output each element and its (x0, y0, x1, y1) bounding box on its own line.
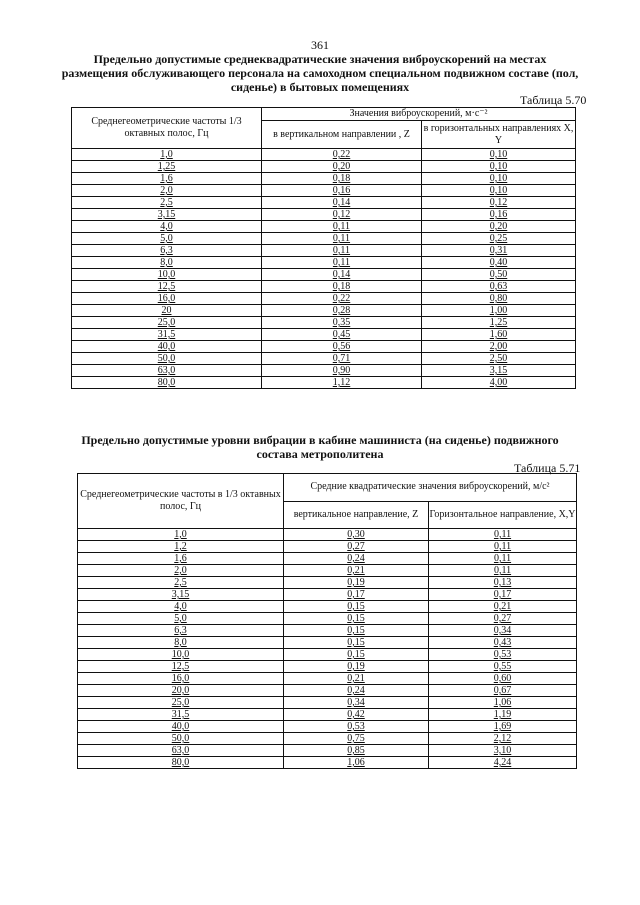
vertical-cell: 0,19 (284, 577, 429, 589)
table2-header-frequency: Среднегеометрические частоты в 1/3 октавных полос, Гц (78, 474, 284, 529)
vertical-cell: 0,14 (262, 197, 422, 209)
table2-title: Предельно допустимые уровни вибрации в кабине машиниста (на сиденье) подвижного состава метрополитена (81, 433, 559, 461)
horizontal-cell: 0,21 (429, 601, 577, 613)
vertical-cell: 0,35 (262, 317, 422, 329)
frequency-cell: 63,0 (72, 365, 262, 377)
frequency-cell: 12,5 (72, 281, 262, 293)
table-row (72, 281, 576, 293)
table-row (78, 613, 577, 625)
table1-caption: Таблица 5.70 (520, 93, 587, 107)
table-row (72, 341, 576, 353)
table2 (77, 473, 577, 769)
table-row (78, 697, 577, 709)
vertical-cell: 0,20 (262, 161, 422, 173)
horizontal-cell: 0,10 (422, 185, 576, 197)
horizontal-cell: 1,00 (422, 305, 576, 317)
horizontal-cell: 1,60 (422, 329, 576, 341)
frequency-cell: 80,0 (78, 757, 284, 769)
frequency-cell: 20 (72, 305, 262, 317)
table-row (72, 377, 576, 389)
vertical-cell: 0,16 (262, 185, 422, 197)
table-row (72, 353, 576, 365)
vertical-cell: 0,17 (284, 589, 429, 601)
vertical-cell: 0,15 (284, 637, 429, 649)
horizontal-cell: 0,34 (429, 625, 577, 637)
frequency-cell: 1,25 (72, 161, 262, 173)
horizontal-cell: 4,00 (422, 377, 576, 389)
horizontal-cell: 0,11 (429, 565, 577, 577)
table2-caption: Таблица 5.71 (514, 461, 581, 475)
table1 (71, 107, 576, 389)
vertical-cell: 1,06 (284, 757, 429, 769)
horizontal-cell: 0,63 (422, 281, 576, 293)
vertical-cell: 0,15 (284, 649, 429, 661)
frequency-cell: 2,5 (78, 577, 284, 589)
table1-title: Предельно допустимые среднеквадратические значения виброускорений на местах размещения обслуживающего персонала на самоходном специальном подвижном составе (пол, сиденье) в бытовых помещениях (61, 52, 579, 94)
table-row (78, 733, 577, 745)
vertical-cell: 0,18 (262, 281, 422, 293)
horizontal-cell: 1,19 (429, 709, 577, 721)
frequency-cell: 8,0 (72, 257, 262, 269)
vertical-cell: 0,15 (284, 601, 429, 613)
frequency-cell: 4,0 (78, 601, 284, 613)
vertical-cell: 0,11 (262, 257, 422, 269)
table-row (78, 637, 577, 649)
horizontal-cell: 0,27 (429, 613, 577, 625)
frequency-cell: 31,5 (72, 329, 262, 341)
table2-header-vertical: вертикальное направление, Z (284, 501, 429, 529)
table-row (72, 221, 576, 233)
horizontal-cell: 0,11 (429, 553, 577, 565)
horizontal-cell: 0,16 (422, 209, 576, 221)
table-row (78, 745, 577, 757)
table-row (78, 601, 577, 613)
horizontal-cell: 0,31 (422, 245, 576, 257)
frequency-cell: 1,6 (72, 173, 262, 185)
frequency-cell: 25,0 (78, 697, 284, 709)
vertical-cell: 0,11 (262, 245, 422, 257)
vertical-cell: 0,15 (284, 625, 429, 637)
vertical-cell: 0,24 (284, 685, 429, 697)
vertical-cell: 0,21 (284, 565, 429, 577)
frequency-cell: 3,15 (72, 209, 262, 221)
table2-header-values: Средние квадратические значения виброускорений, м/с² (284, 474, 577, 502)
horizontal-cell: 0,80 (422, 293, 576, 305)
table-row (78, 553, 577, 565)
vertical-cell: 0,71 (262, 353, 422, 365)
frequency-cell: 20,0 (78, 685, 284, 697)
vertical-cell: 0,12 (262, 209, 422, 221)
table-row (78, 589, 577, 601)
frequency-cell: 12,5 (78, 661, 284, 673)
horizontal-cell: 0,67 (429, 685, 577, 697)
vertical-cell: 0,19 (284, 661, 429, 673)
table-row (78, 529, 577, 541)
frequency-cell: 2,5 (72, 197, 262, 209)
table-row (72, 149, 576, 161)
table-row (72, 269, 576, 281)
page-number: 361 (311, 38, 329, 52)
vertical-cell: 0,14 (262, 269, 422, 281)
horizontal-cell: 0,50 (422, 269, 576, 281)
table-row (78, 577, 577, 589)
table-row (78, 709, 577, 721)
table-row (78, 685, 577, 697)
frequency-cell: 16,0 (78, 673, 284, 685)
vertical-cell: 0,85 (284, 745, 429, 757)
table-row (72, 317, 576, 329)
horizontal-cell: 0,43 (429, 637, 577, 649)
frequency-cell: 2,0 (78, 565, 284, 577)
table-row (72, 161, 576, 173)
vertical-cell: 0,45 (262, 329, 422, 341)
vertical-cell: 0,11 (262, 233, 422, 245)
frequency-cell: 5,0 (78, 613, 284, 625)
table-row (78, 661, 577, 673)
vertical-cell: 0,75 (284, 733, 429, 745)
table-row (72, 209, 576, 221)
vertical-cell: 0,53 (284, 721, 429, 733)
table-row (78, 757, 577, 769)
table1-header-values: Значения виброускорений, м·с⁻² (262, 108, 576, 121)
table-row (72, 233, 576, 245)
vertical-cell: 0,30 (284, 529, 429, 541)
frequency-cell: 6,3 (72, 245, 262, 257)
table-row (72, 329, 576, 341)
horizontal-cell: 1,25 (422, 317, 576, 329)
table-row (72, 173, 576, 185)
frequency-cell: 6,3 (78, 625, 284, 637)
vertical-cell: 0,11 (262, 221, 422, 233)
table-row (78, 721, 577, 733)
table-row (72, 305, 576, 317)
horizontal-cell: 0,25 (422, 233, 576, 245)
vertical-cell: 1,12 (262, 377, 422, 389)
vertical-cell: 0,22 (262, 293, 422, 305)
table-row (72, 257, 576, 269)
horizontal-cell: 2,50 (422, 353, 576, 365)
horizontal-cell: 0,11 (429, 529, 577, 541)
vertical-cell: 0,18 (262, 173, 422, 185)
vertical-cell: 0,15 (284, 613, 429, 625)
frequency-cell: 5,0 (72, 233, 262, 245)
horizontal-cell: 0,40 (422, 257, 576, 269)
frequency-cell: 50,0 (72, 353, 262, 365)
table2-body (78, 529, 577, 769)
vertical-cell: 0,90 (262, 365, 422, 377)
horizontal-cell: 0,20 (422, 221, 576, 233)
horizontal-cell: 3,10 (429, 745, 577, 757)
vertical-cell: 0,21 (284, 673, 429, 685)
horizontal-cell: 2,12 (429, 733, 577, 745)
frequency-cell: 50,0 (78, 733, 284, 745)
table1-body (72, 149, 576, 389)
frequency-cell: 10,0 (72, 269, 262, 281)
frequency-cell: 1,6 (78, 553, 284, 565)
table-row (72, 245, 576, 257)
frequency-cell: 25,0 (72, 317, 262, 329)
horizontal-cell: 0,10 (422, 173, 576, 185)
horizontal-cell: 0,11 (429, 541, 577, 553)
horizontal-cell: 0,17 (429, 589, 577, 601)
table-row (78, 625, 577, 637)
horizontal-cell: 0,13 (429, 577, 577, 589)
table-row (78, 541, 577, 553)
table-row (78, 649, 577, 661)
table-row (78, 565, 577, 577)
frequency-cell: 2,0 (72, 185, 262, 197)
table1-header-frequency: Среднегеометрические частоты 1/3 октавных полос, Гц (72, 108, 262, 149)
frequency-cell: 8,0 (78, 637, 284, 649)
table-row (72, 185, 576, 197)
frequency-cell: 4,0 (72, 221, 262, 233)
vertical-cell: 0,56 (262, 341, 422, 353)
vertical-cell: 0,34 (284, 697, 429, 709)
horizontal-cell: 1,06 (429, 697, 577, 709)
horizontal-cell: 0,12 (422, 197, 576, 209)
horizontal-cell: 0,60 (429, 673, 577, 685)
table-row (72, 365, 576, 377)
horizontal-cell: 0,55 (429, 661, 577, 673)
frequency-cell: 80,0 (72, 377, 262, 389)
horizontal-cell: 0,10 (422, 161, 576, 173)
frequency-cell: 40,0 (72, 341, 262, 353)
frequency-cell: 1,2 (78, 541, 284, 553)
frequency-cell: 31,5 (78, 709, 284, 721)
frequency-cell: 3,15 (78, 589, 284, 601)
table1-header-vertical: в вертикальном направлении , Z (262, 121, 422, 149)
table1-header-horizontal: в горизонтальных направлениях X, Y (422, 121, 576, 149)
vertical-cell: 0,27 (284, 541, 429, 553)
vertical-cell: 0,22 (262, 149, 422, 161)
frequency-cell: 10,0 (78, 649, 284, 661)
table-row (72, 293, 576, 305)
table-row (78, 673, 577, 685)
vertical-cell: 0,28 (262, 305, 422, 317)
frequency-cell: 63,0 (78, 745, 284, 757)
horizontal-cell: 1,69 (429, 721, 577, 733)
horizontal-cell: 3,15 (422, 365, 576, 377)
frequency-cell: 40,0 (78, 721, 284, 733)
table2-header-horizontal: Горизонтальное направление, X,Y (429, 501, 577, 529)
horizontal-cell: 2,00 (422, 341, 576, 353)
frequency-cell: 16,0 (72, 293, 262, 305)
horizontal-cell: 0,10 (422, 149, 576, 161)
horizontal-cell: 0,53 (429, 649, 577, 661)
vertical-cell: 0,24 (284, 553, 429, 565)
frequency-cell: 1,0 (72, 149, 262, 161)
table-row (72, 197, 576, 209)
horizontal-cell: 4,24 (429, 757, 577, 769)
frequency-cell: 1,0 (78, 529, 284, 541)
vertical-cell: 0,42 (284, 709, 429, 721)
